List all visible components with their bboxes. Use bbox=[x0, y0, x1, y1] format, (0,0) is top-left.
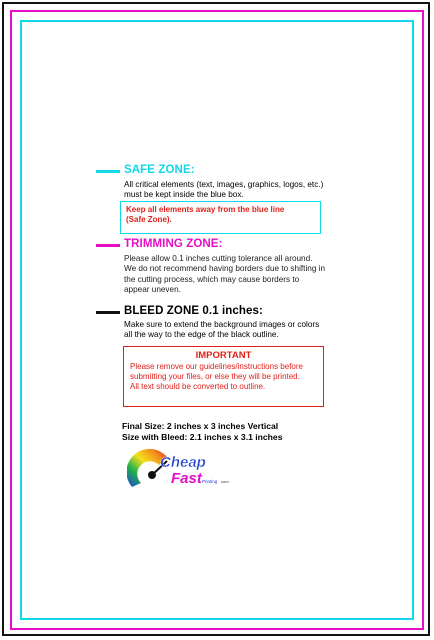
trimming-zone-desc-line: We do not recommend having borders due to shifting in bbox=[124, 264, 326, 274]
important-line: Please remove our guidelines/instructions before bbox=[130, 362, 303, 371]
bleed-zone-desc-line: Make sure to extend the background images or colors bbox=[124, 320, 320, 329]
bleed-zone-desc-line: all the way to the edge of the black outline. bbox=[124, 330, 279, 340]
bleed-zone-heading: BLEED ZONE 0.1 inches: bbox=[124, 305, 263, 317]
safe-zone-note-box bbox=[120, 201, 321, 234]
cheapfastprinting-logo bbox=[127, 443, 237, 503]
final-size: Final Size: 2 inches x 3 inches Vertical bbox=[122, 421, 279, 431]
safe-zone-note-line: Keep all elements away from the blue line bbox=[126, 205, 285, 214]
logo-word-cheap: Cheap bbox=[160, 454, 206, 471]
logo-word-printing: Printing bbox=[202, 479, 218, 484]
important-box bbox=[123, 346, 324, 407]
safe-zone-desc-line: must be kept inside the blue box. bbox=[124, 190, 244, 200]
safe-zone-desc-line: All critical elements (text, images, graphics, logos, etc.) bbox=[124, 180, 324, 189]
trimming-zone-description bbox=[124, 254, 374, 296]
important-title: IMPORTANT bbox=[195, 350, 252, 361]
trimming-zone-heading: TRIMMING ZONE: bbox=[124, 238, 223, 250]
trimming-zone-desc-line: Please allow 0.1 inches cutting tolerance all around. bbox=[124, 254, 313, 263]
safe-zone-note-line: (Safe Zone). bbox=[126, 215, 172, 224]
bleed-zone-description bbox=[124, 320, 374, 341]
logo-suffix: .com bbox=[220, 479, 229, 484]
trimming-zone-desc-line: appear uneven. bbox=[124, 285, 181, 295]
safe-zone-description bbox=[124, 180, 374, 201]
bleed-zone-legend-line bbox=[96, 311, 120, 314]
important-line: All text should be converted to outline. bbox=[130, 382, 266, 391]
safe-zone-legend-line bbox=[96, 170, 120, 173]
safe-zone-heading: SAFE ZONE: bbox=[124, 164, 195, 176]
size-with-bleed: Size with Bleed: 2.1 inches x 3.1 inches bbox=[122, 432, 283, 442]
trimming-zone-legend-line bbox=[96, 244, 120, 247]
logo-word-fast: Fast bbox=[171, 470, 202, 487]
important-line: submitting your files, or else they will be printed. bbox=[130, 372, 300, 381]
trimming-zone-desc-line: the cutting process, which may cause borders to bbox=[124, 274, 300, 284]
